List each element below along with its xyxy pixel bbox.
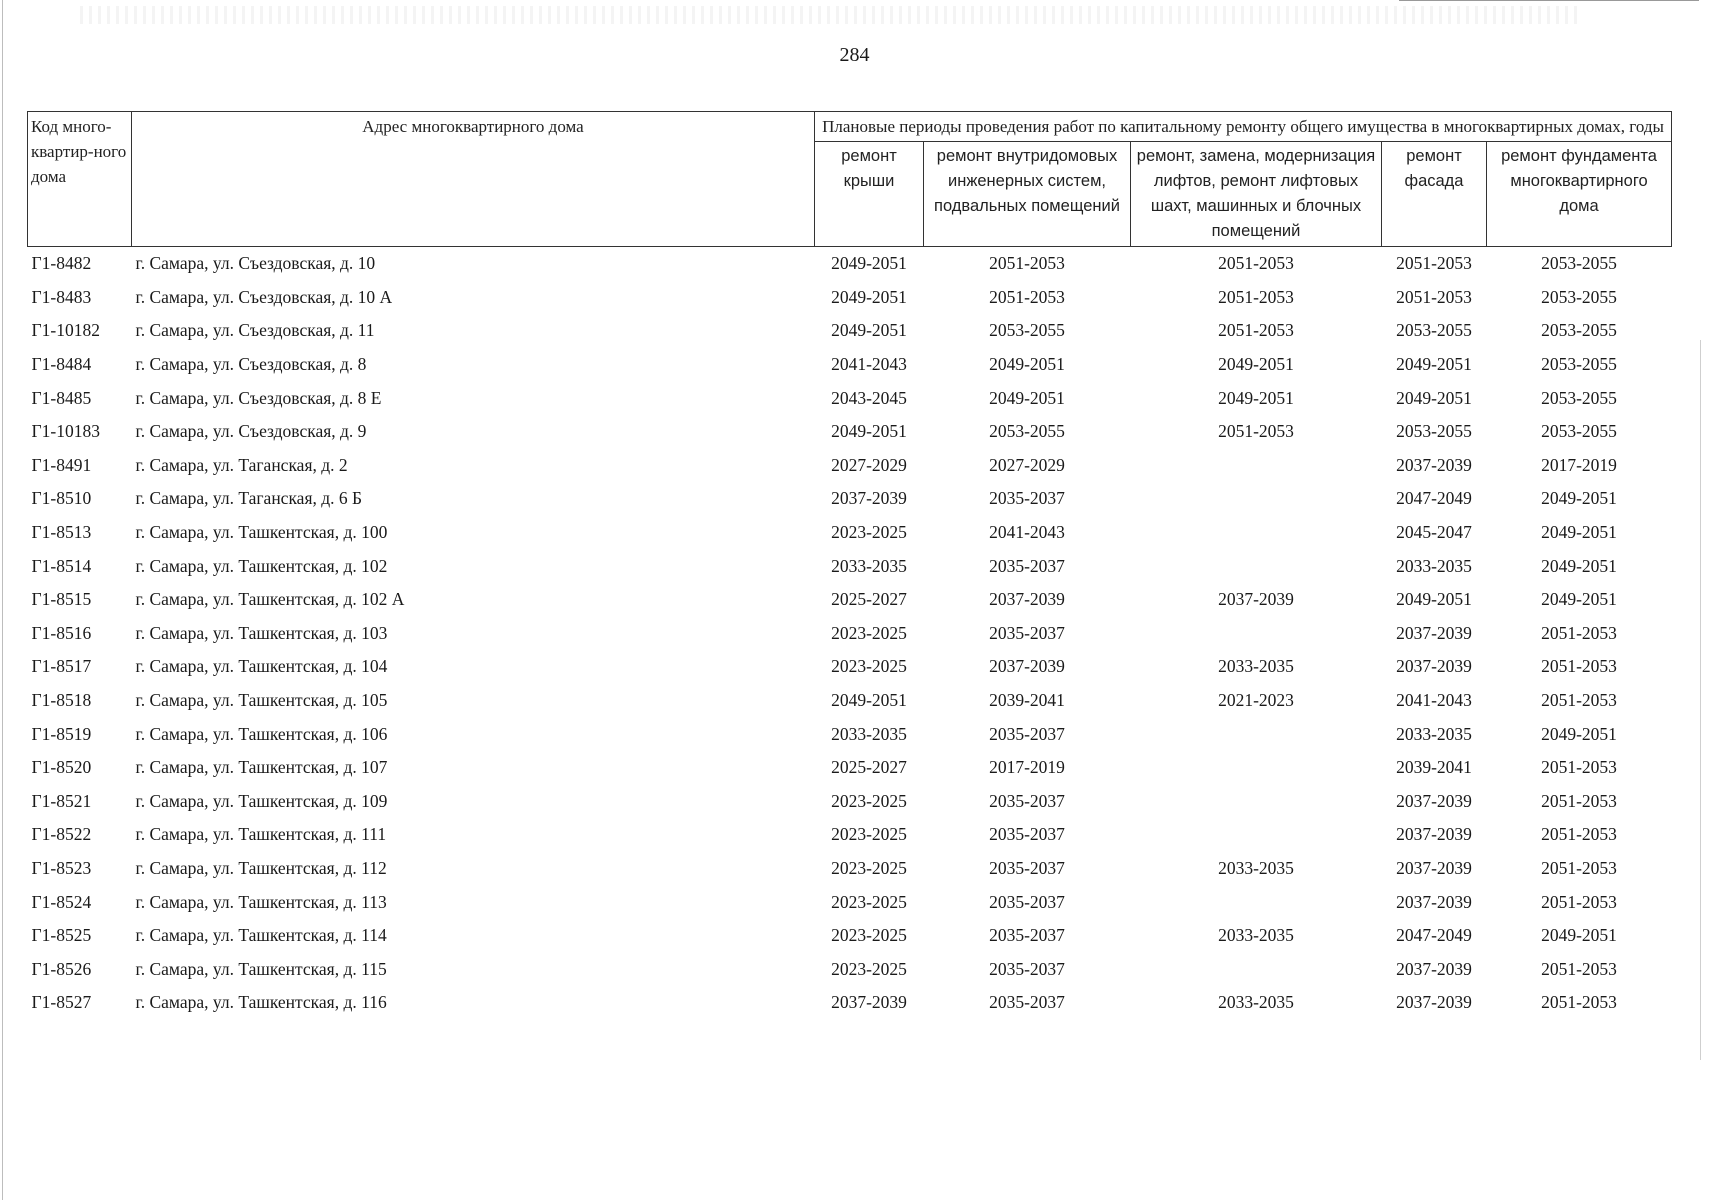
header-facade-repair: ремонт фасада xyxy=(1382,142,1487,247)
header-roof-repair: ремонт крыши xyxy=(815,142,924,247)
cell-roof-period: 2049-2051 xyxy=(831,421,907,442)
cell-systems-period: 2035-2037 xyxy=(989,857,1065,878)
cell-facade-period: 2045-2047 xyxy=(1396,522,1472,543)
cell-building-code: Г1-8484 xyxy=(31,354,92,375)
header-engineering-systems-repair: ремонт внутридомовых инженерных систем, подвальных помещений xyxy=(924,142,1131,247)
cell-roof-period: 2025-2027 xyxy=(831,589,907,610)
cell-elevator-period: 2051-2053 xyxy=(1218,320,1294,341)
cell-roof-period: 2033-2035 xyxy=(831,723,907,744)
table-row xyxy=(28,785,1672,819)
table-row xyxy=(28,717,1672,751)
cell-address: г. Самара, ул. Съездовская, д. 9 xyxy=(135,421,367,442)
cell-building-code: Г1-8482 xyxy=(31,253,92,274)
cell-elevator-period xyxy=(1131,516,1382,550)
cell-foundation-period: 2051-2053 xyxy=(1541,622,1617,643)
cell-systems-period: 2037-2039 xyxy=(989,589,1065,610)
cell-facade-period: 2041-2043 xyxy=(1396,690,1472,711)
table-row xyxy=(28,281,1672,315)
cell-address: г. Самара, ул. Ташкентская, д. 113 xyxy=(135,891,387,912)
cell-elevator-period xyxy=(1131,617,1382,651)
cell-building-code: Г1-10182 xyxy=(31,320,100,341)
cell-systems-period: 2035-2037 xyxy=(989,891,1065,912)
cell-building-code: Г1-8521 xyxy=(31,790,92,811)
cell-address: г. Самара, ул. Съездовская, д. 8 xyxy=(135,354,367,375)
cell-building-code: Г1-8520 xyxy=(31,757,92,778)
repair-schedule-table xyxy=(27,111,1672,1020)
table-row xyxy=(28,751,1672,785)
table-row xyxy=(28,415,1672,449)
page-right-edge xyxy=(1700,340,1701,1060)
cell-systems-period: 2053-2055 xyxy=(989,320,1065,341)
cell-facade-period: 2037-2039 xyxy=(1396,891,1472,912)
cell-roof-period: 2025-2027 xyxy=(831,757,907,778)
cell-facade-period: 2051-2053 xyxy=(1396,253,1472,274)
cell-facade-period: 2051-2053 xyxy=(1396,286,1472,307)
cell-systems-period: 2051-2053 xyxy=(989,253,1065,274)
cell-building-code: Г1-8483 xyxy=(31,286,92,307)
cell-roof-period: 2043-2045 xyxy=(831,387,907,408)
cell-roof-period: 2049-2051 xyxy=(831,690,907,711)
cell-roof-period: 2023-2025 xyxy=(831,522,907,543)
cell-roof-period: 2023-2025 xyxy=(831,925,907,946)
cell-systems-period: 2035-2037 xyxy=(989,992,1065,1013)
cell-elevator-period xyxy=(1131,549,1382,583)
cell-facade-period: 2037-2039 xyxy=(1396,857,1472,878)
page-left-edge xyxy=(2,0,3,1200)
table-row xyxy=(28,986,1672,1020)
cell-elevator-period: 2049-2051 xyxy=(1218,387,1294,408)
cell-foundation-period: 2053-2055 xyxy=(1541,421,1617,442)
cell-systems-period: 2017-2019 xyxy=(989,757,1065,778)
cell-facade-period: 2033-2035 xyxy=(1396,723,1472,744)
cell-address: г. Самара, ул. Съездовская, д. 10 А xyxy=(135,286,393,307)
cell-facade-period: 2049-2051 xyxy=(1396,387,1472,408)
cell-facade-period: 2049-2051 xyxy=(1396,589,1472,610)
cell-building-code: Г1-8516 xyxy=(31,622,92,643)
cell-systems-period: 2035-2037 xyxy=(989,488,1065,509)
cell-facade-period: 2037-2039 xyxy=(1396,992,1472,1013)
cell-roof-period: 2041-2043 xyxy=(831,354,907,375)
header-elevator-repair: ремонт, замена, модернизация лифтов, ремонт лифтовых шахт, машинных и блочных помещений xyxy=(1131,142,1382,247)
cell-address: г. Самара, ул. Съездовская, д. 10 xyxy=(135,253,376,274)
cell-systems-period: 2039-2041 xyxy=(989,690,1065,711)
cell-roof-period: 2027-2029 xyxy=(831,454,907,475)
cell-systems-period: 2035-2037 xyxy=(989,824,1065,845)
cell-building-code: Г1-8527 xyxy=(31,992,92,1013)
cell-systems-period: 2035-2037 xyxy=(989,925,1065,946)
cell-address: г. Самара, ул. Съездовская, д. 8 Е xyxy=(135,387,382,408)
cell-building-code: Г1-8513 xyxy=(31,522,92,543)
cell-facade-period: 2047-2049 xyxy=(1396,925,1472,946)
cell-foundation-period: 2049-2051 xyxy=(1541,925,1617,946)
cell-foundation-period: 2051-2053 xyxy=(1541,824,1617,845)
cell-foundation-period: 2049-2051 xyxy=(1541,723,1617,744)
cell-building-code: Г1-10183 xyxy=(31,421,100,442)
cell-address: г. Самара, ул. Ташкентская, д. 116 xyxy=(135,992,387,1013)
cell-facade-period: 2037-2039 xyxy=(1396,790,1472,811)
cell-address: г. Самара, ул. Ташкентская, д. 106 xyxy=(135,723,388,744)
cell-foundation-period: 2051-2053 xyxy=(1541,790,1617,811)
cell-address: г. Самара, ул. Ташкентская, д. 105 xyxy=(135,690,388,711)
cell-elevator-period xyxy=(1131,952,1382,986)
cell-elevator-period xyxy=(1131,751,1382,785)
cell-foundation-period: 2051-2053 xyxy=(1541,992,1617,1013)
scan-edge-line xyxy=(1399,0,1699,1)
cell-foundation-period: 2049-2051 xyxy=(1541,555,1617,576)
cell-building-code: Г1-8519 xyxy=(31,723,92,744)
cell-foundation-period: 2051-2053 xyxy=(1541,690,1617,711)
cell-facade-period: 2053-2055 xyxy=(1396,421,1472,442)
cell-roof-period: 2037-2039 xyxy=(831,992,907,1013)
cell-facade-period: 2037-2039 xyxy=(1396,454,1472,475)
cell-building-code: Г1-8510 xyxy=(31,488,92,509)
cell-roof-period: 2023-2025 xyxy=(831,824,907,845)
table-row xyxy=(28,617,1672,651)
cell-building-code: Г1-8524 xyxy=(31,891,92,912)
table-row xyxy=(28,952,1672,986)
cell-elevator-period: 2033-2035 xyxy=(1218,857,1294,878)
cell-roof-period: 2023-2025 xyxy=(831,622,907,643)
cell-facade-period: 2037-2039 xyxy=(1396,622,1472,643)
cell-roof-period: 2049-2051 xyxy=(831,253,907,274)
cell-elevator-period: 2033-2035 xyxy=(1218,656,1294,677)
cell-building-code: Г1-8514 xyxy=(31,555,92,576)
cell-elevator-period xyxy=(1131,449,1382,483)
cell-address: г. Самара, ул. Ташкентская, д. 112 xyxy=(135,857,387,878)
cell-address: г. Самара, ул. Таганская, д. 6 Б xyxy=(135,488,363,509)
cell-systems-period: 2027-2029 xyxy=(989,454,1065,475)
header-address: Адрес многоквартирного дома xyxy=(132,112,815,247)
cell-systems-period: 2053-2055 xyxy=(989,421,1065,442)
cell-foundation-period: 2051-2053 xyxy=(1541,958,1617,979)
cell-address: г. Самара, ул. Ташкентская, д. 107 xyxy=(135,757,388,778)
cell-building-code: Г1-8518 xyxy=(31,690,92,711)
cell-roof-period: 2049-2051 xyxy=(831,286,907,307)
cell-elevator-period: 2049-2051 xyxy=(1218,354,1294,375)
cell-roof-period: 2049-2051 xyxy=(831,320,907,341)
cell-facade-period: 2039-2041 xyxy=(1396,757,1472,778)
scan-noise xyxy=(80,6,1580,24)
cell-systems-period: 2049-2051 xyxy=(989,354,1065,375)
table-row xyxy=(28,516,1672,550)
cell-systems-period: 2035-2037 xyxy=(989,622,1065,643)
cell-address: г. Самара, ул. Ташкентская, д. 114 xyxy=(135,925,387,946)
cell-building-code: Г1-8515 xyxy=(31,589,92,610)
cell-elevator-period xyxy=(1131,885,1382,919)
cell-foundation-period: 2051-2053 xyxy=(1541,656,1617,677)
cell-foundation-period: 2051-2053 xyxy=(1541,891,1617,912)
table-row xyxy=(28,885,1672,919)
cell-address: г. Самара, ул. Ташкентская, д. 111 xyxy=(135,824,387,845)
cell-systems-period: 2035-2037 xyxy=(989,555,1065,576)
header-planned-periods: Плановые периоды проведения работ по капитальному ремонту общего имущества в многоквартирных домах, годы xyxy=(815,112,1672,142)
cell-foundation-period: 2049-2051 xyxy=(1541,488,1617,509)
cell-systems-period: 2037-2039 xyxy=(989,656,1065,677)
table-body xyxy=(28,247,1672,1020)
cell-elevator-period: 2051-2053 xyxy=(1218,286,1294,307)
cell-elevator-period: 2037-2039 xyxy=(1218,589,1294,610)
cell-building-code: Г1-8525 xyxy=(31,925,92,946)
table-row xyxy=(28,583,1672,617)
table-row xyxy=(28,348,1672,382)
cell-roof-period: 2023-2025 xyxy=(831,857,907,878)
table-row xyxy=(28,449,1672,483)
cell-facade-period: 2037-2039 xyxy=(1396,656,1472,677)
cell-elevator-period xyxy=(1131,785,1382,819)
cell-foundation-period: 2053-2055 xyxy=(1541,354,1617,375)
cell-elevator-period: 2051-2053 xyxy=(1218,253,1294,274)
cell-systems-period: 2041-2043 xyxy=(989,522,1065,543)
header-building-code: Код много-квартир-ного дома xyxy=(28,112,132,247)
cell-foundation-period: 2017-2019 xyxy=(1541,454,1617,475)
cell-facade-period: 2053-2055 xyxy=(1396,320,1472,341)
cell-foundation-period: 2053-2055 xyxy=(1541,286,1617,307)
table-row xyxy=(28,314,1672,348)
cell-facade-period: 2037-2039 xyxy=(1396,824,1472,845)
table-row xyxy=(28,482,1672,516)
cell-roof-period: 2023-2025 xyxy=(831,958,907,979)
table-row xyxy=(28,549,1672,583)
cell-systems-period: 2035-2037 xyxy=(989,790,1065,811)
table-row xyxy=(28,919,1672,953)
cell-systems-period: 2035-2037 xyxy=(989,958,1065,979)
cell-building-code: Г1-8523 xyxy=(31,857,92,878)
cell-address: г. Самара, ул. Съездовская, д. 11 xyxy=(135,320,375,341)
cell-building-code: Г1-8485 xyxy=(31,387,92,408)
cell-roof-period: 2023-2025 xyxy=(831,891,907,912)
cell-building-code: Г1-8517 xyxy=(31,656,92,677)
cell-elevator-period xyxy=(1131,818,1382,852)
cell-foundation-period: 2053-2055 xyxy=(1541,253,1617,274)
cell-facade-period: 2033-2035 xyxy=(1396,555,1472,576)
page-number: 284 xyxy=(839,44,870,66)
cell-foundation-period: 2053-2055 xyxy=(1541,387,1617,408)
cell-elevator-period: 2033-2035 xyxy=(1218,992,1294,1013)
table-row xyxy=(28,381,1672,415)
cell-foundation-period: 2051-2053 xyxy=(1541,757,1617,778)
table-row xyxy=(28,818,1672,852)
cell-foundation-period: 2049-2051 xyxy=(1541,522,1617,543)
cell-systems-period: 2035-2037 xyxy=(989,723,1065,744)
cell-elevator-period: 2033-2035 xyxy=(1218,925,1294,946)
table-row xyxy=(28,852,1672,886)
cell-facade-period: 2049-2051 xyxy=(1396,354,1472,375)
table-row xyxy=(28,247,1672,281)
cell-address: г. Самара, ул. Таганская, д. 2 xyxy=(135,454,348,475)
cell-systems-period: 2049-2051 xyxy=(989,387,1065,408)
cell-facade-period: 2047-2049 xyxy=(1396,488,1472,509)
cell-address: г. Самара, ул. Ташкентская, д. 102 А xyxy=(135,589,405,610)
cell-building-code: Г1-8491 xyxy=(31,454,92,475)
cell-foundation-period: 2051-2053 xyxy=(1541,857,1617,878)
cell-address: г. Самара, ул. Ташкентская, д. 104 xyxy=(135,656,388,677)
table-row xyxy=(28,650,1672,684)
header-foundation-repair: ремонт фундамента многоквартирного дома xyxy=(1487,142,1672,247)
cell-facade-period: 2037-2039 xyxy=(1396,958,1472,979)
table-row xyxy=(28,684,1672,718)
cell-roof-period: 2033-2035 xyxy=(831,555,907,576)
cell-elevator-period: 2021-2023 xyxy=(1218,690,1294,711)
cell-elevator-period xyxy=(1131,717,1382,751)
cell-building-code: Г1-8522 xyxy=(31,824,92,845)
cell-foundation-period: 2053-2055 xyxy=(1541,320,1617,341)
cell-elevator-period: 2051-2053 xyxy=(1218,421,1294,442)
cell-roof-period: 2037-2039 xyxy=(831,488,907,509)
cell-elevator-period xyxy=(1131,482,1382,516)
cell-building-code: Г1-8526 xyxy=(31,958,92,979)
cell-systems-period: 2051-2053 xyxy=(989,286,1065,307)
cell-address: г. Самара, ул. Ташкентская, д. 109 xyxy=(135,790,388,811)
cell-roof-period: 2023-2025 xyxy=(831,656,907,677)
cell-address: г. Самара, ул. Ташкентская, д. 100 xyxy=(135,522,388,543)
cell-foundation-period: 2049-2051 xyxy=(1541,589,1617,610)
cell-address: г. Самара, ул. Ташкентская, д. 103 xyxy=(135,622,388,643)
cell-roof-period: 2023-2025 xyxy=(831,790,907,811)
cell-address: г. Самара, ул. Ташкентская, д. 102 xyxy=(135,555,388,576)
cell-address: г. Самара, ул. Ташкентская, д. 115 xyxy=(135,958,387,979)
